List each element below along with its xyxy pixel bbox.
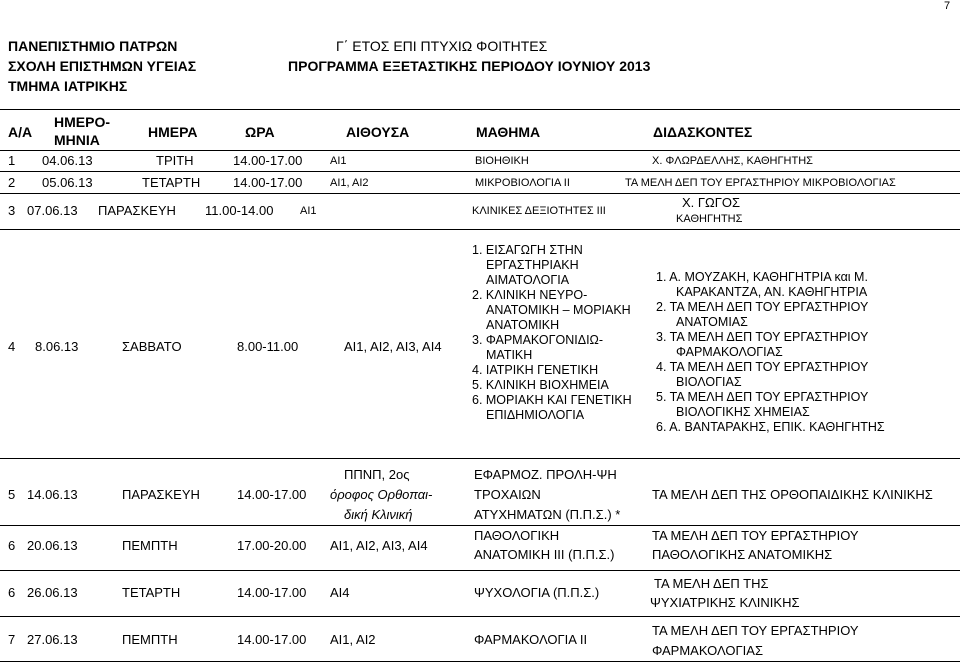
row-time: 14.00-17.00 xyxy=(237,585,307,600)
row-day: ΠΕΜΠΤΗ xyxy=(122,538,178,553)
row-course-line2: ΑΝΑΤΟΜΙΚΗ ΙΙΙ (Π.Π.Σ.) xyxy=(474,547,615,562)
row-course-line1: ΕΦΑΡΜΟΖ. ΠΡΟΛΗ-ΨΗ xyxy=(474,467,617,482)
school-name: ΣΧΟΛΗ ΕΠΙΣΤΗΜΩΝ ΥΓΕΙΑΣ xyxy=(8,58,197,74)
row-rule xyxy=(0,525,960,526)
row-teachers: ΤΑ ΜΕΛΗ ΔΕΠ ΤΟΥ ΕΡΓΑΣΤΗΡΙΟΥ ΜΙΚΡΟΒΙΟΛΟΓΙΑΣ xyxy=(625,177,896,189)
row-room-line2: όροφος Ορθοπαι- xyxy=(330,487,433,502)
col-header-time: ΩΡΑ xyxy=(245,124,275,140)
row-time: 11.00-14.00 xyxy=(205,203,274,218)
table-header-rule xyxy=(0,150,960,151)
row-teachers-line1: Χ. ΓΩΓΟΣ xyxy=(682,195,741,210)
col-header-date-line2: ΜΗΝΙΑ xyxy=(54,132,100,148)
list-item: 6. Α. ΒΑΝΤΑΡΑΚΗΣ, ΕΠΙΚ. ΚΑΘΗΓΗΤΗΣ xyxy=(656,420,885,434)
row-rule xyxy=(0,193,960,194)
year-title: Γ΄ ΕΤΟΣ ΕΠΙ ΠΤΥΧΙΩ ΦΟΙΤΗΤΕΣ xyxy=(336,38,548,54)
list-item: 3. ΦΑΡΜΑΚΟΓΟΝΙΔΙΩ-ΜΑΤΙΚΗ xyxy=(472,333,604,362)
list-item: 1. Α. ΜΟΥΖΑΚΗ, ΚΑΘΗΓΗΤΡΙΑ και Μ. ΚΑΡΑΚΑΝΤΖΑ, ΑΝ. ΚΑΘΗΓΗΤΡΙΑ xyxy=(656,270,868,299)
list-item: 3. ΤΑ ΜΕΛΗ ΔΕΠ ΤΟΥ ΕΡΓΑΣΤΗΡΙΟΥ ΦΑΡΜΑΚΟΛΟΓΙΑΣ xyxy=(656,330,869,359)
row-rule xyxy=(0,616,960,617)
col-header-room: ΑΙΘΟΥΣΑ xyxy=(346,124,410,140)
row-room: ΑΙ1, ΑΙ2 xyxy=(330,632,376,647)
row-date: 04.06.13 xyxy=(42,153,93,168)
row-aa: 7 xyxy=(8,632,16,647)
row-date: 8.06.13 xyxy=(35,339,79,354)
col-header-teachers: ΔΙΔΑΣΚΟΝΤΕΣ xyxy=(653,124,753,140)
table-top-rule xyxy=(0,109,960,110)
row-room: ΑΙ1, ΑΙ2 xyxy=(330,177,369,189)
row-day: ΠΕΜΠΤΗ xyxy=(122,632,178,647)
row-date: 14.06.13 xyxy=(27,487,78,502)
row-course-line1: ΠΑΘΟΛΟΓΙΚΗ xyxy=(474,528,560,543)
row-teachers-line2: ΨΥΧΙΑΤΡΙΚΗΣ ΚΛΙΝΙΚΗΣ xyxy=(650,595,800,610)
col-header-course: ΜΑΘΗΜΑ xyxy=(476,124,541,140)
row-course: ΚΛΙΝΙΚΕΣ ΔΕΞΙΟΤΗΤΕΣ ΙΙΙ xyxy=(472,205,606,217)
row-course-line2: ΤΡΟΧΑΙΩΝ xyxy=(474,487,541,502)
list-item: 4. ΤΑ ΜΕΛΗ ΔΕΠ ΤΟΥ ΕΡΓΑΣΤΗΡΙΟΥ ΒΙΟΛΟΓΙΑΣ xyxy=(656,360,869,389)
row-day: ΤΡΙΤΗ xyxy=(156,153,194,168)
row-day: ΤΕΤΑΡΤΗ xyxy=(122,585,181,600)
row-aa: 6 xyxy=(8,585,16,600)
row-room: ΑΙ1 xyxy=(330,155,347,167)
row-rule xyxy=(0,229,960,230)
row-teachers-line1: ΤΑ ΜΕΛΗ ΔΕΠ ΤΟΥ ΕΡΓΑΣΤΗΡΙΟΥ xyxy=(652,623,859,638)
row-teachers: Χ. ΦΛΩΡΔΕΛΛΗΣ, ΚΑΘΗΓΗΤΗΣ xyxy=(652,155,813,167)
row-time: 14.00-17.00 xyxy=(237,487,307,502)
row-course: ΜΙΚΡΟΒΙΟΛΟΓΙΑ ΙΙ xyxy=(475,177,570,189)
col-header-day: ΗΜΕΡΑ xyxy=(148,124,198,140)
row-day: ΤΕΤΑΡΤΗ xyxy=(142,175,201,190)
col-header-date-line1: ΗΜΕΡΟ- xyxy=(54,114,110,130)
schedule-title: ΠΡΟΓΡΑΜΜΑ ΕΞΕΤΑΣΤΙΚΗΣ ΠΕΡΙΟΔΟΥ ΙΟΥΝΙΟΥ 2013 xyxy=(288,58,651,74)
row-teachers-line1: ΤΑ ΜΕΛΗ ΔΕΠ ΤΗΣ xyxy=(654,576,769,591)
page-number: 7 xyxy=(944,0,951,12)
row-rule xyxy=(0,171,960,172)
row-room: ΑΙ1, ΑΙ2, ΑΙ3, ΑΙ4 xyxy=(330,538,428,553)
university-name: ΠΑΝΕΠΙΣΤΗΜΙΟ ΠΑΤΡΩΝ xyxy=(8,38,178,54)
row-time: 14.00-17.00 xyxy=(233,153,303,168)
row-teachers-line2: ΦΑΡΜΑΚΟΛΟΓΙΑΣ xyxy=(652,643,763,658)
row-rule xyxy=(0,458,960,459)
row-time: 14.00-17.00 xyxy=(237,632,307,647)
list-item: 4. ΙΑΤΡΙΚΗ ΓΕΝΕΤΙΚΗ xyxy=(472,363,599,377)
row-course-line3: ΑΤΥΧΗΜΑΤΩΝ (Π.Π.Σ.) * xyxy=(474,507,621,522)
table-bottom-rule xyxy=(0,661,960,662)
row-aa: 3 xyxy=(8,203,16,218)
row-date: 26.06.13 xyxy=(27,585,78,600)
course-list xyxy=(472,243,642,423)
row-day: ΠΑΡΑΣΚΕΥΗ xyxy=(98,203,176,218)
row-room: ΑΙ1, ΑΙ2, ΑΙ3, ΑΙ4 xyxy=(344,339,442,354)
department-name: ΤΜΗΜΑ ΙΑΤΡΙΚΗΣ xyxy=(8,78,128,94)
row-course: ΒΙΟΗΘΙΚΗ xyxy=(475,155,529,167)
row-room-line1: ΠΠΝΠ, 2ος xyxy=(344,467,410,482)
row-room: ΑΙ1 xyxy=(300,205,317,217)
list-item: 2. ΤΑ ΜΕΛΗ ΔΕΠ ΤΟΥ ΕΡΓΑΣΤΗΡΙΟΥ ΑΝΑΤΟΜΙΑΣ xyxy=(656,300,869,329)
row-course: ΨΥΧΟΛΟΓΙΑ (Π.Π.Σ.) xyxy=(474,585,600,600)
row-teachers-line1: ΤΑ ΜΕΛΗ ΔΕΠ ΤΟΥ ΕΡΓΑΣΤΗΡΙΟΥ xyxy=(652,528,859,543)
row-teachers: ΤΑ ΜΕΛΗ ΔΕΠ ΤΗΣ ΟΡΘΟΠΑΙΔΙΚΗΣ ΚΛΙΝΙΚΗΣ xyxy=(652,487,933,502)
row-date: 20.06.13 xyxy=(27,538,78,553)
row-teachers-line2: ΠΑΘΟΛΟΓΙΚΗΣ ΑΝΑΤΟΜΙΚΗΣ xyxy=(652,547,833,562)
row-time: 17.00-20.00 xyxy=(237,538,307,553)
row-aa: 2 xyxy=(8,175,16,190)
teachers-list xyxy=(656,270,916,435)
row-aa: 1 xyxy=(8,153,16,168)
list-item: 5. ΚΛΙΝΙΚΗ ΒΙΟΧΗΜΕΙΑ xyxy=(472,378,609,392)
row-day: ΣΑΒΒΑΤΟ xyxy=(122,339,182,354)
row-room: ΑΙ4 xyxy=(330,585,350,600)
row-rule xyxy=(0,570,960,571)
row-day: ΠΑΡΑΣΚΕΥΗ xyxy=(122,487,200,502)
list-item: 6. ΜΟΡΙΑΚΗ ΚΑΙ ΓΕΝΕΤΙΚΗ ΕΠΙΔΗΜΙΟΛΟΓΙΑ xyxy=(472,393,632,422)
row-teachers-line2: ΚΑΘΗΓΗΤΗΣ xyxy=(676,213,743,225)
row-aa: 4 xyxy=(8,339,16,354)
col-header-aa: Α/Α xyxy=(8,124,33,140)
row-room-line3: δική Κλινική xyxy=(344,507,413,522)
row-course: ΦΑΡΜΑΚΟΛΟΓΙΑ ΙΙ xyxy=(474,632,588,647)
list-item: 5. ΤΑ ΜΕΛΗ ΔΕΠ ΤΟΥ ΕΡΓΑΣΤΗΡΙΟΥ ΒΙΟΛΟΓΙΚΗΣ ΧΗΜΕΙΑΣ xyxy=(656,390,869,419)
list-item: 2. ΚΛΙΝΙΚΗ ΝΕΥΡΟ-ΑΝΑΤΟΜΙΚΗ – ΜΟΡΙΑΚΗ ΑΝΑΤΟΜΙΚΗ xyxy=(472,288,631,332)
row-aa: 5 xyxy=(8,487,16,502)
row-date: 05.06.13 xyxy=(42,175,93,190)
row-aa: 6 xyxy=(8,538,16,553)
row-date: 07.06.13 xyxy=(27,203,78,218)
row-time: 8.00-11.00 xyxy=(237,339,299,354)
list-item: 1. ΕΙΣΑΓΩΓΗ ΣΤΗΝ ΕΡΓΑΣΤΗΡΙΑΚΗ ΑΙΜΑΤΟΛΟΓΙΑ xyxy=(472,243,583,287)
row-time: 14.00-17.00 xyxy=(233,175,303,190)
row-date: 27.06.13 xyxy=(27,632,78,647)
